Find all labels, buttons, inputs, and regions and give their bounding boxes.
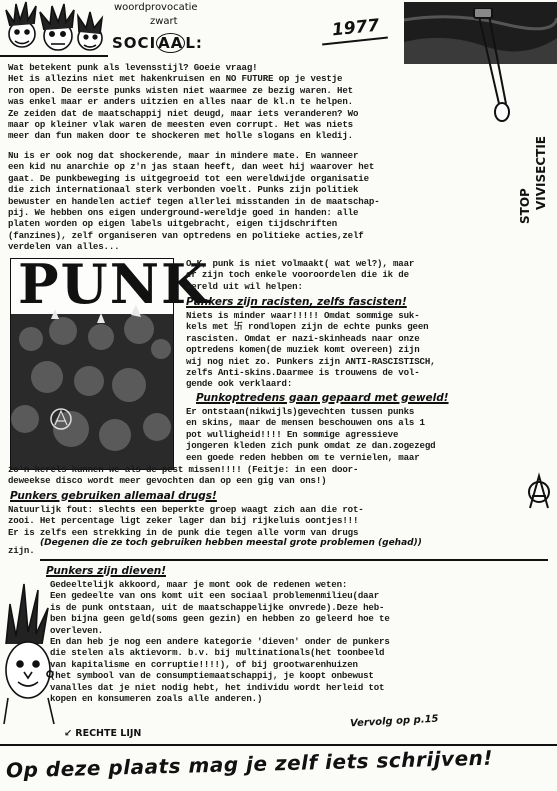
text-line: van kapitalisme en corruptie!!!!), of bij grootwarenhuizen (50, 658, 358, 670)
continued-on-label: Vervolg op p.15 (349, 713, 439, 730)
text-line: O.K, punk is niet volmaakt( wat wel?), maar (186, 258, 415, 269)
violence-paragraph-continued (8, 464, 358, 487)
text-line: Wat betekent punk als levensstijl? Goeie vraag! (8, 62, 258, 73)
text-line: Ze zeiden dat de maatschappij niet deugd, maar iets veranderen? Wo (8, 107, 359, 119)
text-line: zooi. Het percentage ligt zeker lager dan bij rijkeluis oontjes!!! (8, 515, 359, 527)
rechte-lijn-label (64, 728, 141, 739)
text-line: bewuster en handelen actief tegen allerlei misstanden in de maatschap- (8, 195, 380, 207)
text-line: ron open. De eerste punks wisten niet waarmee ze bezig waren. Het (8, 84, 353, 96)
text-line: pot wulligheid!!!! En sommige agressieve (186, 428, 399, 440)
prejudices-intro (186, 258, 414, 292)
text-line: wereld uit wil helpen: (186, 280, 303, 292)
vivisectie-label: VIVISECTIE (534, 136, 548, 210)
text-line: Natuurlijk fout: slechts een beperkte groep waagt zich aan die rot- (8, 504, 364, 515)
text-line: vanalles dat je niet nodig hebt, het individu wordt herleid tot (50, 681, 385, 693)
text-line: maar op kleiner vlak waren de meesten even corrupt. Het was niets (8, 119, 353, 131)
text-line: rascisten. Omdat er nazi-skinheads naar onze (186, 332, 420, 344)
text-line: die stelen als aktievorm. b.v. bij multinationals(het toonbeeld (50, 647, 385, 659)
text-line: gende ook verklaard: (186, 378, 293, 390)
heading-racists: Punkers zijn racisten, zelfs fascisten! (186, 296, 407, 308)
text-line: wij nog niet zo. Punkers zijn ANTI-RASCISTISCH, (186, 355, 436, 367)
page-title (112, 34, 203, 52)
text-line: Het is allezins niet met hakenkruisen en NO FUTURE op je vestje (8, 73, 343, 85)
text-line: En dan heb je nog een andere kategorie 'dieven' onder de punkers (50, 636, 390, 648)
anarchy-symbol-icon (526, 470, 552, 510)
write-here-note: Op deze plaats mag je zelf iets schrijven! (5, 745, 494, 783)
section-divider (40, 559, 548, 561)
text-line: zo'n kerels kunnen we als de pest missen!!!! (Feitje: in een door- (8, 464, 359, 475)
text-line: meer dan fun maken door te shockeren met holle slogans en kledij. (8, 130, 353, 142)
heading-drugs: Punkers gebruiken allemaal drugs! (10, 490, 217, 502)
text-line: platen worden op eigen labels uitgebracht, eigen tijdschriften (8, 218, 338, 230)
text-line: en skins, maar de mensen beschouwen ons als 1 (186, 417, 425, 429)
text-line: Er is zelfs een strekking in de punk die tegen alle vorm van drugs (8, 526, 359, 538)
title-text-end: L: (185, 34, 203, 52)
arrow-icon: ↙ (64, 728, 72, 739)
cartoon-heads-illustration (0, 0, 108, 62)
text-line: zijn. (8, 545, 35, 557)
text-line: pij. We hebben ons eigen underground-wereldje goed in handen: alle (8, 207, 359, 219)
intro-paragraph (8, 62, 358, 142)
text-line: een goede reden hebben om te vernielen, maar (186, 451, 420, 463)
text-line: is de punk ontstaan, uit de maatschappelijke onvrede).Deze heb- (50, 601, 385, 613)
text-line: (fanzines), zelf organiseren van optredens en politieke acties,zelf (8, 229, 364, 241)
anarchy-paragraph (8, 150, 380, 253)
text-line: Gedeeltelijk akkoord, maar je mont ook de redenen weten: (50, 579, 348, 590)
stop-label: STOP (518, 188, 532, 224)
text-line: optredens komen(de muziek komt overeen) zijn (186, 344, 420, 356)
text-line: Er ontstaan(nikwijls)gevechten tussen punks (186, 406, 415, 417)
text-line: er zijn toch enkele vooroordelen die ik de (186, 269, 409, 281)
heading-violence: Punkoptredens gaan gepaard met geweld! (196, 392, 449, 404)
punk-image-title: PUNK (18, 252, 210, 316)
text-line: ben bijna geen geld(soms geen gezin) en hebben zo geleerd hoe te (50, 613, 390, 625)
text-line: Nu is er ook nog dat shockerende, maar in mindere mate. En wanneer (8, 150, 359, 161)
text-line: overleven. (50, 624, 104, 636)
text-line: die zich internationaal sterk verbonden voelt. Punks zijn politiek (8, 184, 359, 196)
text-line: gaat. De punkbeweging is uitgegroeid tot een wereldwijde organisatie (8, 172, 369, 184)
safety-pin-icon (470, 8, 510, 128)
drugs-handwritten-note: (Degenen die ze toch gebruiken hebben meestal grote problemen (gehad)) (40, 538, 422, 548)
text-line: was enkel maar er anders uitzien en alles naar de kl.n te helpen. (8, 96, 353, 108)
racists-paragraph (186, 310, 435, 390)
text-line: deweekse disco wordt meer gevochten dan op een gig van ons!) (8, 475, 327, 487)
masthead-line2: zwart (150, 16, 178, 27)
violence-paragraph (186, 406, 435, 463)
drugs-paragraph (8, 504, 364, 557)
text-line: kels met 卐 rondlopen zijn de echte punks geen (186, 321, 429, 333)
heading-thieves: Punkers zijn dieven! (46, 565, 166, 577)
thieves-paragraph (50, 579, 390, 704)
title-circled-letters: AA (158, 34, 184, 52)
text-line: Een gedeelte van ons komt uit een sociaal problemenmilieu(daar (50, 590, 380, 602)
year-label: 1977 (331, 15, 381, 41)
text-line: zelfs Anti-skins.Daarmee is trouwens de vol- (186, 367, 420, 379)
masthead-line1: woordprovocatie (114, 2, 198, 13)
text-line: (het symbool van de consumptiemaatschappij, je koopt onbewust (50, 670, 374, 682)
text-line: een kid nu anarchie op z'n jas staan heeft, dan weet hij waarover het (8, 161, 375, 173)
rechte-lijn-text: RECHTE LIJN (75, 728, 142, 739)
text-line: jongeren kleden zich punk omdat ze dan.zogezegd (186, 440, 436, 452)
text-line: verdelen van alles... (8, 241, 120, 253)
text-line: Niets is minder waar!!!!! Omdat sommige suk- (186, 310, 420, 321)
text-line: kopen en konsumeren zoals alle anderen.) (50, 693, 263, 705)
title-text-start: SOCI (112, 34, 157, 52)
